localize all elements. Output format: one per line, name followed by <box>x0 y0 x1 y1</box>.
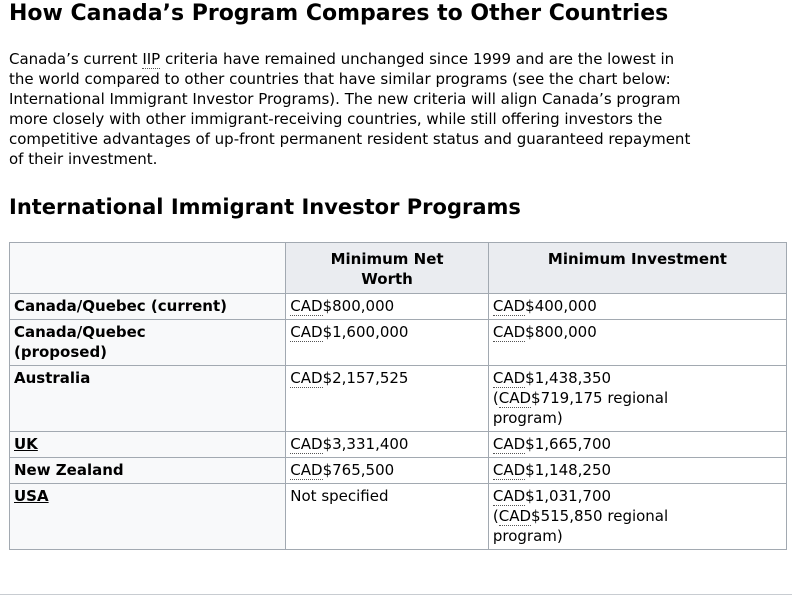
intro-line-6: of their investment. <box>9 150 158 168</box>
investment-cell <box>488 458 786 484</box>
country-cell <box>10 484 286 550</box>
investment-amount: $800,000 <box>525 323 597 341</box>
regional-note-line <box>493 388 782 408</box>
net-worth-cell <box>286 366 489 432</box>
table-row <box>10 484 787 550</box>
net-worth-cell <box>286 432 489 458</box>
iip-abbreviation[interactable]: IIP <box>142 50 161 68</box>
investment-line <box>493 486 782 506</box>
table-row <box>10 294 787 320</box>
currency-abbreviation[interactable]: CAD <box>492 323 526 341</box>
bottom-divider <box>0 594 792 595</box>
net-worth-amount: $800,000 <box>322 297 395 315</box>
country-cell <box>10 432 286 458</box>
investment-amount: $400,000 <box>525 297 597 315</box>
intro-line-1-post: criteria have remained unchanged since 1999 and are the lowest in <box>160 50 675 68</box>
intro-line-4: more closely with other immigrant-receiving countries, while still offering investors the <box>9 110 663 128</box>
investment-cell <box>488 366 786 432</box>
currency-abbreviation[interactable]: CAD <box>492 461 526 479</box>
currency-abbreviation[interactable]: CAD <box>290 435 323 453</box>
regional-note-open-paren: ( <box>492 389 499 407</box>
country-cell <box>10 320 286 366</box>
country-name: Australia <box>14 369 91 387</box>
country-name[interactable]: UK <box>14 435 38 453</box>
country-cell <box>10 366 286 432</box>
page-title: How Canada’s Program Compares to Other Countries <box>9 1 669 26</box>
investment-cell <box>488 432 786 458</box>
country-cell <box>10 294 286 320</box>
currency-abbreviation[interactable]: CAD <box>290 461 323 479</box>
investment-line <box>493 322 782 342</box>
header-min-investment: Minimum Investment <box>488 243 786 294</box>
regional-note-line <box>493 506 782 526</box>
country-name: New Zealand <box>14 461 124 479</box>
regional-note-amount: $515,850 regional <box>531 507 669 525</box>
table-row <box>10 458 787 484</box>
table-row <box>10 432 787 458</box>
net-worth-cell <box>286 484 489 550</box>
investment-line <box>493 296 782 316</box>
regional-note-line2: program) <box>492 527 563 545</box>
investment-line <box>493 368 782 388</box>
currency-abbreviation[interactable]: CAD <box>492 369 526 387</box>
net-worth-amount: $765,500 <box>322 461 395 479</box>
net-worth-cell <box>286 320 489 366</box>
investment-line <box>493 434 782 454</box>
header-corner-cell <box>10 243 286 294</box>
net-worth-text: Not specified <box>290 487 389 505</box>
net-worth-cell <box>286 294 489 320</box>
investment-cell <box>488 320 786 366</box>
currency-abbreviation[interactable]: CAD <box>492 297 526 315</box>
table-header-row <box>10 243 787 294</box>
table-row <box>10 320 787 366</box>
currency-abbreviation[interactable]: CAD <box>290 297 323 315</box>
net-worth-cell <box>286 458 489 484</box>
regional-note-open-paren: ( <box>492 507 499 525</box>
country-name: Canada/Quebec (current) <box>14 297 227 315</box>
currency-abbreviation[interactable]: CAD <box>290 369 323 387</box>
investment-cell <box>488 484 786 550</box>
net-worth-amount: $1,600,000 <box>322 323 409 341</box>
currency-abbreviation[interactable]: CAD <box>492 435 526 453</box>
intro-paragraph <box>9 49 792 169</box>
country-name-line2: (proposed) <box>14 343 108 361</box>
country-name: Canada/Quebec <box>14 323 146 341</box>
currency-abbreviation[interactable]: CAD <box>498 389 532 407</box>
investor-programs-table <box>9 242 787 550</box>
investment-cell <box>488 294 786 320</box>
header-min-net-worth-line1: Minimum Net <box>330 250 444 268</box>
header-min-net-worth-line2: Worth <box>361 270 413 288</box>
intro-line-3: International Immigrant Investor Programs). The new criteria will align Canada’s program <box>9 90 681 108</box>
country-name[interactable]: USA <box>14 487 49 505</box>
section-heading: International Immigrant Investor Programs <box>9 195 521 219</box>
currency-abbreviation[interactable]: CAD <box>290 323 323 341</box>
currency-abbreviation[interactable]: CAD <box>492 487 526 505</box>
investment-amount: $1,665,700 <box>525 435 612 453</box>
country-cell <box>10 458 286 484</box>
regional-note-amount: $719,175 regional <box>531 389 669 407</box>
intro-line-1-pre: Canada’s current <box>9 50 143 68</box>
table-row <box>10 366 787 432</box>
investment-amount: $1,031,700 <box>525 487 612 505</box>
currency-abbreviation[interactable]: CAD <box>498 507 532 525</box>
header-min-net-worth <box>286 243 489 294</box>
intro-line-1 <box>9 49 792 69</box>
investment-amount: $1,438,350 <box>525 369 612 387</box>
investment-amount: $1,148,250 <box>525 461 612 479</box>
net-worth-amount: $3,331,400 <box>322 435 409 453</box>
regional-note-line2: program) <box>492 409 563 427</box>
intro-line-5: competitive advantages of up-front permanent resident status and guaranteed repayment <box>9 130 691 148</box>
net-worth-amount: $2,157,525 <box>322 369 409 387</box>
table-body <box>10 294 787 550</box>
intro-line-2: the world compared to other countries that have similar programs (see the chart below: <box>9 70 671 88</box>
investment-line <box>493 460 782 480</box>
